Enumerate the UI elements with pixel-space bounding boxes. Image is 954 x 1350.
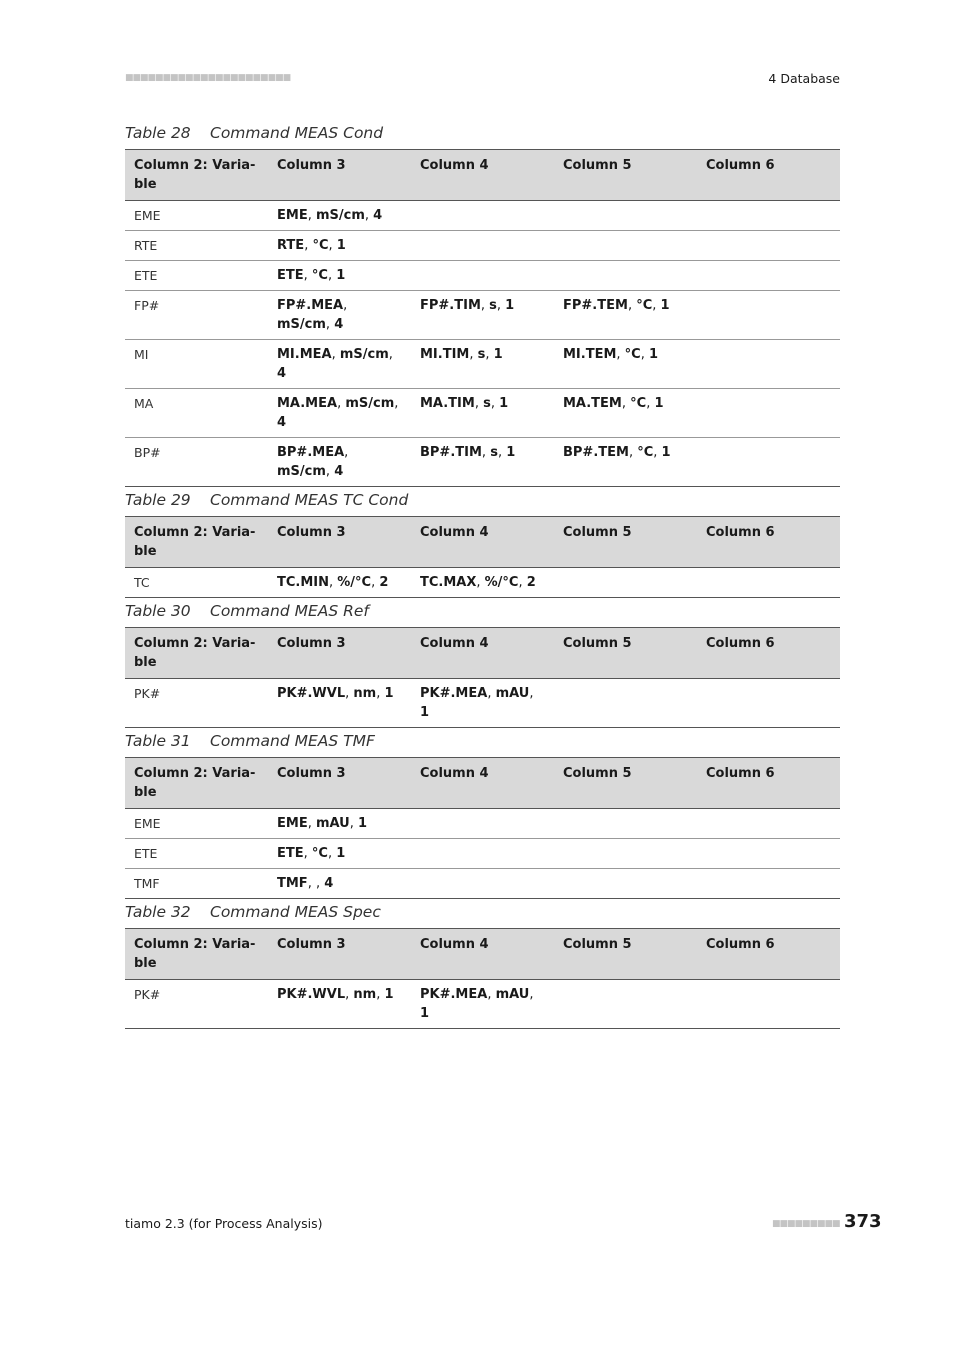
separator: , xyxy=(371,575,380,590)
column-header: Column 3 xyxy=(268,150,411,201)
separator: , xyxy=(388,347,393,362)
variable-cell: PK# xyxy=(125,679,268,728)
value-token: 4 xyxy=(334,317,344,332)
value-cell xyxy=(411,809,554,839)
value-token: 1 xyxy=(493,347,503,362)
value-token: FP#.TIM xyxy=(420,298,481,313)
column-header: Column 5 xyxy=(554,517,697,568)
separator: , xyxy=(345,987,354,1002)
table-title: Command MEAS Cond xyxy=(210,124,384,142)
separator: , xyxy=(480,298,490,313)
separator: , xyxy=(328,238,337,253)
value-token: TC.MIN xyxy=(277,575,329,590)
table-number: Table 32 xyxy=(125,903,191,921)
value-token: mS/cm xyxy=(315,208,365,223)
value-cell xyxy=(411,201,554,231)
value-token: MI.TEM xyxy=(563,347,617,362)
table-number: Table 31 xyxy=(125,732,191,750)
value-token: nm xyxy=(353,987,377,1002)
value-cell xyxy=(268,340,411,389)
separator: , xyxy=(627,298,637,313)
command-table xyxy=(125,149,840,487)
column-header: Column 4 xyxy=(411,929,554,980)
value-token: 1 xyxy=(384,686,394,701)
separator: , xyxy=(518,575,527,590)
table-title: Command MEAS Spec xyxy=(210,903,381,921)
value-token: BP#.TIM xyxy=(420,445,482,460)
value-cell xyxy=(554,340,697,389)
value-token: PK#.MEA xyxy=(420,987,488,1002)
separator: , xyxy=(646,396,655,411)
table-caption xyxy=(125,601,840,627)
value-cell xyxy=(697,231,840,261)
separator: , xyxy=(337,396,346,411)
variable-cell: ETE xyxy=(125,839,268,869)
value-cell xyxy=(411,261,554,291)
value-token: 1 xyxy=(358,816,368,831)
value-cell xyxy=(411,438,554,487)
separator: , xyxy=(329,575,338,590)
value-token: 1 xyxy=(336,268,346,283)
separator: , xyxy=(304,238,313,253)
value-token: s xyxy=(490,445,498,460)
separator: , xyxy=(621,396,631,411)
separator: , xyxy=(345,686,354,701)
value-token: MI.TIM xyxy=(420,347,470,362)
column-header: Column 5 xyxy=(554,929,697,980)
table-title: Command MEAS TMF xyxy=(210,732,375,750)
separator: , xyxy=(640,347,649,362)
table-header-row xyxy=(125,628,840,679)
value-cell xyxy=(697,980,840,1029)
value-token: PK#.WVL xyxy=(277,987,346,1002)
separator: , xyxy=(303,846,312,861)
column-header: Column 6 xyxy=(697,758,840,809)
table-number: Table 28 xyxy=(125,124,191,142)
command-table xyxy=(125,627,840,728)
value-cell xyxy=(554,261,697,291)
value-cell xyxy=(697,839,840,869)
column-header: Column 5 xyxy=(554,758,697,809)
value-cell xyxy=(697,291,840,340)
separator: , xyxy=(327,846,337,861)
tables-container xyxy=(125,123,840,1032)
value-token: °C xyxy=(311,846,328,861)
separator: , xyxy=(474,396,484,411)
value-token: °C xyxy=(311,268,328,283)
value-cell xyxy=(697,438,840,487)
column-header: Column 3 xyxy=(268,758,411,809)
separator: , xyxy=(349,816,358,831)
chapter-heading: 4 Database xyxy=(768,71,840,86)
value-cell xyxy=(554,679,697,728)
value-token: ETE xyxy=(277,846,304,861)
value-cell xyxy=(268,291,411,340)
value-token: 1 xyxy=(420,1006,430,1021)
value-cell xyxy=(697,201,840,231)
table-title: Command MEAS Ref xyxy=(210,602,369,620)
separator: , xyxy=(376,987,385,1002)
value-token: mS/cm xyxy=(339,347,389,362)
value-cell xyxy=(268,679,411,728)
value-cell xyxy=(411,869,554,899)
column-header: Column 4 xyxy=(411,150,554,201)
value-cell xyxy=(697,679,840,728)
variable-cell: MI xyxy=(125,340,268,389)
value-token: PK#.WVL xyxy=(277,686,346,701)
column-header: Column 2: Varia-ble xyxy=(125,150,268,201)
table-row xyxy=(125,869,840,899)
value-token: 4 xyxy=(277,366,287,381)
value-token: mAU xyxy=(495,686,530,701)
value-cell xyxy=(554,568,697,598)
value-cell xyxy=(554,438,697,487)
value-cell xyxy=(697,389,840,438)
column-header: Column 4 xyxy=(411,517,554,568)
value-cell xyxy=(411,340,554,389)
value-token: 1 xyxy=(336,238,346,253)
column-header: Column 5 xyxy=(554,628,697,679)
value-cell xyxy=(697,261,840,291)
value-token: 1 xyxy=(420,705,430,720)
separator: , xyxy=(364,208,374,223)
separator: , xyxy=(653,445,662,460)
value-token: nm xyxy=(353,686,377,701)
table-caption xyxy=(125,123,840,149)
value-cell xyxy=(411,679,554,728)
separator: , xyxy=(325,317,335,332)
value-token: 2 xyxy=(526,575,536,590)
value-cell xyxy=(268,869,411,899)
table-row xyxy=(125,231,840,261)
value-token: 1 xyxy=(660,298,670,313)
value-token: EME xyxy=(277,816,308,831)
table-header-row xyxy=(125,758,840,809)
value-cell xyxy=(697,568,840,598)
column-header: Column 5 xyxy=(554,150,697,201)
value-cell xyxy=(554,980,697,1029)
variable-cell: PK# xyxy=(125,980,268,1029)
table-caption xyxy=(125,731,840,757)
footer-product-name: tiamo 2.3 (for Process Analysis) xyxy=(125,1216,323,1231)
variable-cell: EME xyxy=(125,201,268,231)
table-title: Command MEAS TC Cond xyxy=(210,491,409,509)
value-token: °C xyxy=(630,396,647,411)
value-cell xyxy=(697,340,840,389)
header-decoration: ■■■■■■■■■■■■■■■■■■■■■■ xyxy=(125,73,291,83)
page-number: 373 xyxy=(844,1211,882,1232)
separator: , xyxy=(529,686,534,701)
column-header: Column 6 xyxy=(697,628,840,679)
separator: , xyxy=(303,268,312,283)
value-token: mS/cm xyxy=(277,464,326,479)
table-row xyxy=(125,261,840,291)
variable-cell: RTE xyxy=(125,231,268,261)
separator: , xyxy=(325,464,335,479)
column-header: Column 3 xyxy=(268,929,411,980)
column-header: Column 6 xyxy=(697,929,840,980)
separator: , xyxy=(652,298,661,313)
value-token: 1 xyxy=(499,396,509,411)
separator: , xyxy=(476,575,485,590)
separator: , xyxy=(485,347,494,362)
table-header-row xyxy=(125,517,840,568)
value-token: PK#.MEA xyxy=(420,686,488,701)
separator: , xyxy=(307,208,316,223)
value-token: 2 xyxy=(379,575,389,590)
separator: , xyxy=(487,987,496,1002)
table-number: Table 30 xyxy=(125,602,191,620)
separator: , xyxy=(307,816,316,831)
value-token: 1 xyxy=(505,298,515,313)
value-cell xyxy=(411,389,554,438)
value-cell xyxy=(268,980,411,1029)
separator: , xyxy=(481,445,491,460)
table-row xyxy=(125,839,840,869)
table-row xyxy=(125,340,840,389)
value-token: 1 xyxy=(654,396,664,411)
column-header: Column 3 xyxy=(268,517,411,568)
value-cell xyxy=(554,231,697,261)
value-token: MA.MEA xyxy=(277,396,338,411)
footer-decoration: ■■■■■■■■■ xyxy=(772,1219,840,1229)
column-header: Column 3 xyxy=(268,628,411,679)
column-header: Column 2: Varia-ble xyxy=(125,758,268,809)
value-token: 4 xyxy=(277,415,287,430)
value-token: s xyxy=(489,298,497,313)
table-caption xyxy=(125,902,840,928)
value-cell xyxy=(554,869,697,899)
value-token: 1 xyxy=(661,445,671,460)
value-token: 1 xyxy=(384,987,394,1002)
value-cell xyxy=(411,231,554,261)
value-token: TC.MAX xyxy=(420,575,477,590)
value-token: s xyxy=(477,347,486,362)
value-token: 4 xyxy=(334,464,344,479)
value-token: TMF xyxy=(277,876,308,891)
value-cell xyxy=(554,201,697,231)
separator: , xyxy=(497,445,507,460)
value-token: °C xyxy=(637,445,654,460)
column-header: Column 4 xyxy=(411,628,554,679)
value-token: MI.MEA xyxy=(277,347,332,362)
variable-cell: ETE xyxy=(125,261,268,291)
table-row xyxy=(125,389,840,438)
separator: , xyxy=(327,268,337,283)
value-token: 1 xyxy=(506,445,516,460)
value-token: mAU xyxy=(495,987,530,1002)
value-cell xyxy=(268,231,411,261)
value-token: mS/cm xyxy=(345,396,395,411)
value-token: RTE xyxy=(277,238,305,253)
separator: , xyxy=(487,686,496,701)
separator: , xyxy=(344,445,349,460)
value-token: MA.TEM xyxy=(563,396,622,411)
separator: , xyxy=(628,445,638,460)
value-cell xyxy=(268,438,411,487)
value-token: BP#.MEA xyxy=(277,445,345,460)
variable-cell: MA xyxy=(125,389,268,438)
column-header: Column 4 xyxy=(411,758,554,809)
table-row xyxy=(125,980,840,1029)
value-token: BP#.TEM xyxy=(563,445,629,460)
value-token: MA.TIM xyxy=(420,396,475,411)
separator: , , xyxy=(307,876,325,891)
value-cell xyxy=(411,839,554,869)
value-cell xyxy=(411,980,554,1029)
value-token: FP#.MEA xyxy=(277,298,344,313)
variable-cell: TC xyxy=(125,568,268,598)
value-cell xyxy=(554,809,697,839)
table-row xyxy=(125,568,840,598)
value-token: 4 xyxy=(324,876,334,891)
separator: , xyxy=(343,298,348,313)
value-token: %/°C xyxy=(337,575,372,590)
value-token: mAU xyxy=(315,816,350,831)
separator: , xyxy=(469,347,478,362)
value-token: 1 xyxy=(648,347,659,362)
value-token: FP#.TEM xyxy=(563,298,628,313)
column-header: Column 6 xyxy=(697,517,840,568)
value-cell xyxy=(554,291,697,340)
value-token: ETE xyxy=(277,268,304,283)
separator: , xyxy=(496,298,506,313)
value-cell xyxy=(268,389,411,438)
table-row xyxy=(125,679,840,728)
value-token: 1 xyxy=(336,846,346,861)
value-cell xyxy=(268,568,411,598)
table-row xyxy=(125,809,840,839)
value-cell xyxy=(268,261,411,291)
separator: , xyxy=(490,396,500,411)
value-token: %/°C xyxy=(484,575,519,590)
variable-cell: BP# xyxy=(125,438,268,487)
value-cell xyxy=(554,839,697,869)
value-cell xyxy=(411,568,554,598)
value-token: °C xyxy=(624,347,641,362)
table-caption xyxy=(125,490,840,516)
separator: , xyxy=(376,686,385,701)
value-cell xyxy=(268,809,411,839)
column-header: Column 2: Varia-ble xyxy=(125,628,268,679)
value-token: mS/cm xyxy=(277,317,326,332)
table-header-row xyxy=(125,150,840,201)
variable-cell: TMF xyxy=(125,869,268,899)
table-number: Table 29 xyxy=(125,491,191,509)
table-header-row xyxy=(125,929,840,980)
value-cell xyxy=(697,809,840,839)
value-cell xyxy=(697,869,840,899)
value-token: EME xyxy=(277,208,308,223)
value-token: °C xyxy=(312,238,329,253)
command-table xyxy=(125,757,840,899)
separator: , xyxy=(529,987,534,1002)
table-row xyxy=(125,291,840,340)
value-token: s xyxy=(483,396,491,411)
variable-cell: EME xyxy=(125,809,268,839)
value-token: 4 xyxy=(373,208,383,223)
value-token: °C xyxy=(636,298,653,313)
value-cell xyxy=(268,201,411,231)
separator: , xyxy=(616,347,625,362)
separator: , xyxy=(394,396,399,411)
value-cell xyxy=(411,291,554,340)
value-cell xyxy=(554,389,697,438)
command-table xyxy=(125,928,840,1029)
separator: , xyxy=(331,347,340,362)
variable-cell: FP# xyxy=(125,291,268,340)
column-header: Column 6 xyxy=(697,150,840,201)
table-row xyxy=(125,438,840,487)
column-header: Column 2: Varia-ble xyxy=(125,517,268,568)
value-cell xyxy=(268,839,411,869)
command-table xyxy=(125,516,840,598)
column-header: Column 2: Varia-ble xyxy=(125,929,268,980)
table-row xyxy=(125,201,840,231)
